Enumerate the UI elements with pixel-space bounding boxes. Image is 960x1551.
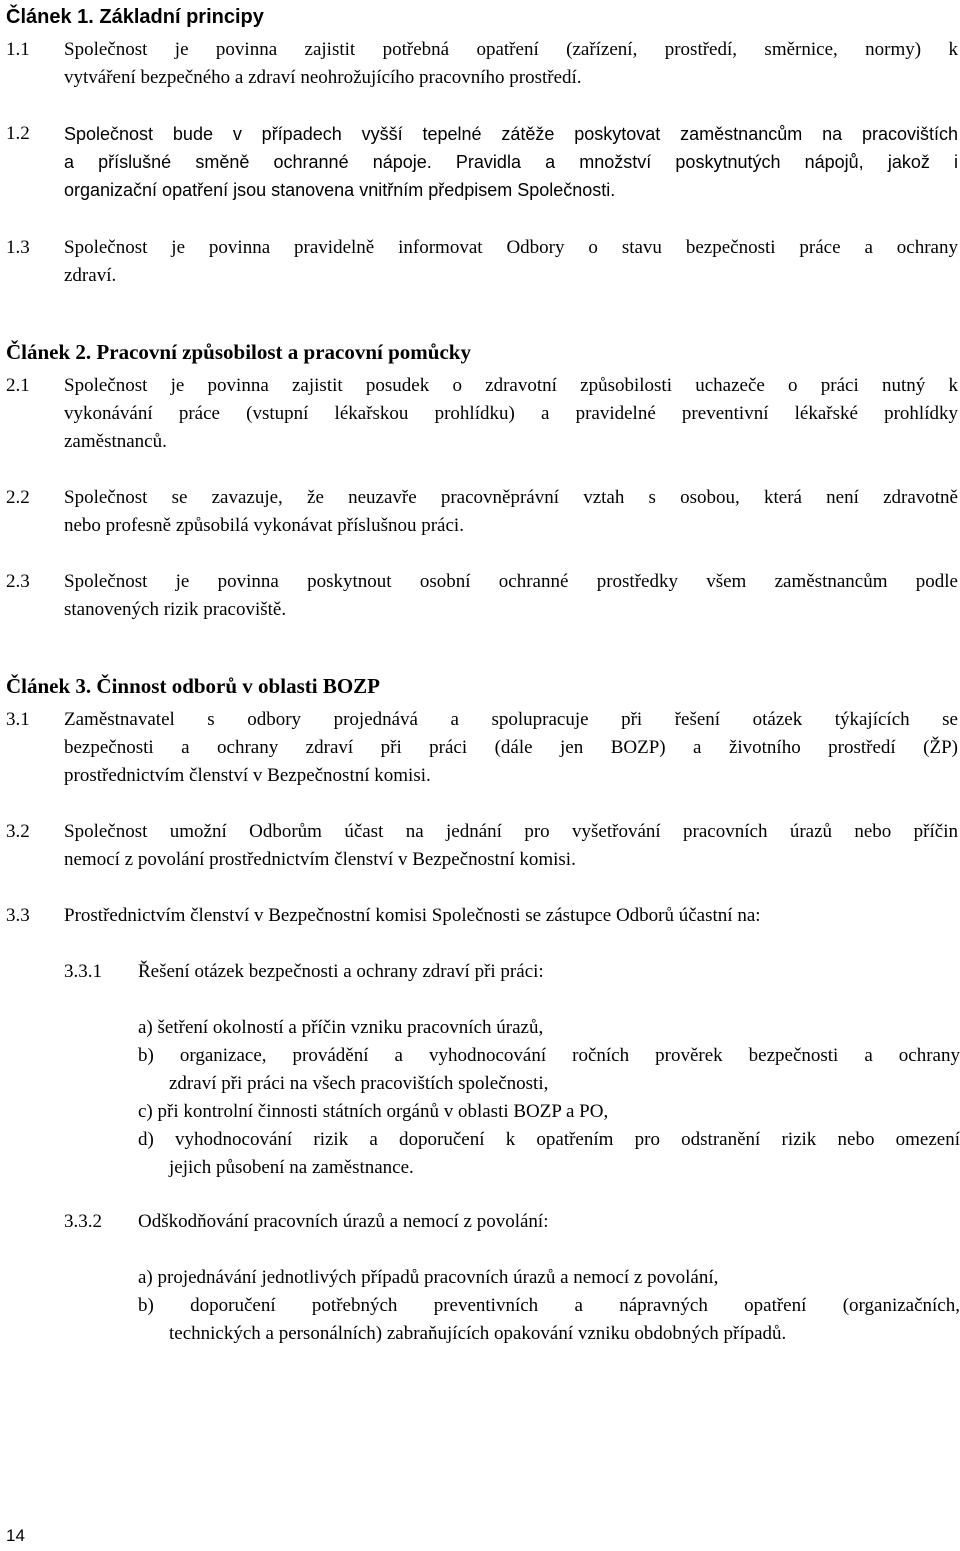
paragraph-line: nebo profesně způsobilá vykonávat příslušnou práci.: [64, 515, 464, 536]
paragraph-number: 2.2: [6, 487, 30, 508]
list-item-text: doporučení potřebných preventivních a nápravných opatření (organizačních,: [190, 1295, 960, 1316]
paragraph-3-2: [64, 818, 958, 874]
paragraph-number: 1.3: [6, 237, 30, 258]
paragraph-line: Společnost je povinna zajistit posudek o zdravotní způsobilosti uchazeče o práci nutný k: [64, 375, 958, 396]
paragraph-number: 3.3: [6, 905, 30, 926]
list-item-label: d): [138, 1129, 154, 1150]
paragraph-number: 2.1: [6, 375, 30, 396]
paragraph-line: a příslušné směně ochranné nápoje. Pravidla a množství poskytnutých nápojů, jakož i: [64, 152, 958, 172]
list-item: [138, 1014, 960, 1042]
subsection-number: 3.3.1: [64, 961, 102, 982]
list-item-label: a): [138, 1267, 153, 1288]
paragraph-line: Společnost umožní Odborům účast na jednání pro vyšetřování pracovních úrazů nebo příčin: [64, 821, 958, 842]
list-item-text: zdraví při práci na všech pracovištích společnosti,: [169, 1073, 549, 1094]
list-item-label: c): [138, 1101, 153, 1122]
paragraph-line: zdraví.: [64, 265, 117, 286]
paragraph-line: zaměstnanců.: [64, 431, 167, 452]
paragraph-1-3: [64, 234, 958, 290]
paragraph-line: vytváření bezpečného a zdraví neohrožujícího pracovního prostředí.: [64, 67, 582, 88]
paragraph-1-2: [64, 120, 958, 204]
paragraph-line: Společnost se zavazuje, že neuzavře pracovněprávní vztah s osobou, která není zdravotně: [64, 487, 958, 508]
list-item-text: při kontrolní činnosti státních orgánů v oblasti BOZP a PO,: [157, 1101, 609, 1122]
paragraph-number: 2.3: [6, 571, 30, 592]
paragraph-number: 1.1: [6, 39, 30, 60]
paragraph-line: Společnost je povinna poskytnout osobní ochranné prostředky všem zaměstnancům podle: [64, 571, 958, 592]
paragraph-3-3: [64, 902, 958, 930]
subsection-3-3-2-title: Odškodňování pracovních úrazů a nemocí z povolání:: [138, 1211, 549, 1232]
paragraph-line: Společnost bude v případech vyšší tepelné zátěže poskytovat zaměstnancům na pracovištích: [64, 124, 958, 144]
paragraph-line: Společnost je povinna zajistit potřebná opatření (zařízení, prostředí, směrnice, normy) k: [64, 39, 958, 60]
list-item-label: b): [138, 1295, 154, 1316]
paragraph-2-2: [64, 484, 958, 540]
list-item: [138, 1098, 960, 1126]
paragraph-2-1: [64, 372, 958, 456]
paragraph-line: stanovených rizik pracoviště.: [64, 599, 287, 620]
list-item: [138, 1264, 960, 1292]
paragraph-3-1: [64, 706, 958, 790]
page-number: 14: [6, 1526, 25, 1545]
paragraph-line: nemocí z povolání prostřednictvím členství v Bezpečnostní komisi.: [64, 849, 576, 870]
subsection-number: 3.3.2: [64, 1211, 102, 1232]
article-3-title: Článek 3. Činnost odborů v oblasti BOZP: [6, 674, 381, 698]
paragraph-number: 1.2: [6, 123, 30, 144]
paragraph-number: 3.2: [6, 821, 30, 842]
list-item-text: technických a personálních) zabraňujících opakování vzniku obdobných případů.: [169, 1323, 787, 1344]
list-item-label: a): [138, 1017, 153, 1038]
paragraph-line: vykonávání práce (vstupní lékařskou prohlídku) a pravidelné preventivní lékařské prohlídky: [64, 403, 958, 424]
list-item-text: organizace, provádění a vyhodnocování ročních prověrek bezpečnosti a ochrany: [179, 1045, 960, 1066]
paragraph-line: Zaměstnavatel s odbory projednává a spolupracuje při řešení otázek týkajících se: [64, 709, 958, 730]
list-item-text: projednávání jednotlivých případů pracovních úrazů a nemocí z povolání,: [157, 1267, 719, 1288]
paragraph-line: organizační opatření jsou stanovena vnitřním předpisem Společnosti.: [64, 180, 616, 200]
list-item: [138, 1126, 960, 1182]
subsection-3-3-1-title: Řešení otázek bezpečnosti a ochrany zdraví při práci:: [138, 961, 544, 982]
list-item-text: vyhodnocování rizik a doporučení k opatřením pro odstranění rizik nebo omezení: [175, 1129, 960, 1150]
paragraph-number: 3.1: [6, 709, 30, 730]
list-item-label: b): [138, 1045, 154, 1066]
paragraph-2-3: [64, 568, 958, 624]
list-item: [138, 1292, 960, 1348]
paragraph-1-1: [64, 36, 958, 92]
article-1-title: Článek 1. Základní principy: [6, 6, 264, 28]
list-item-text: jejich působení na zaměstnance.: [169, 1157, 414, 1178]
paragraph-line: bezpečnosti a ochrany zdraví při práci (dále jen BOZP) a životního prostředí (ŽP): [64, 737, 958, 758]
paragraph-line: prostřednictvím členství v Bezpečnostní komisi.: [64, 765, 431, 786]
paragraph-line: Společnost je povinna pravidelně informovat Odbory o stavu bezpečnosti práce a ochrany: [64, 237, 958, 258]
article-2-title: Článek 2. Pracovní způsobilost a pracovní pomůcky: [6, 340, 471, 364]
paragraph-line: Prostřednictvím členství v Bezpečnostní komisi Společnosti se zástupce Odborů účastní na:: [64, 905, 761, 926]
list-item-text: šetření okolností a příčin vzniku pracovních úrazů,: [157, 1017, 544, 1038]
list-item: [138, 1042, 960, 1098]
